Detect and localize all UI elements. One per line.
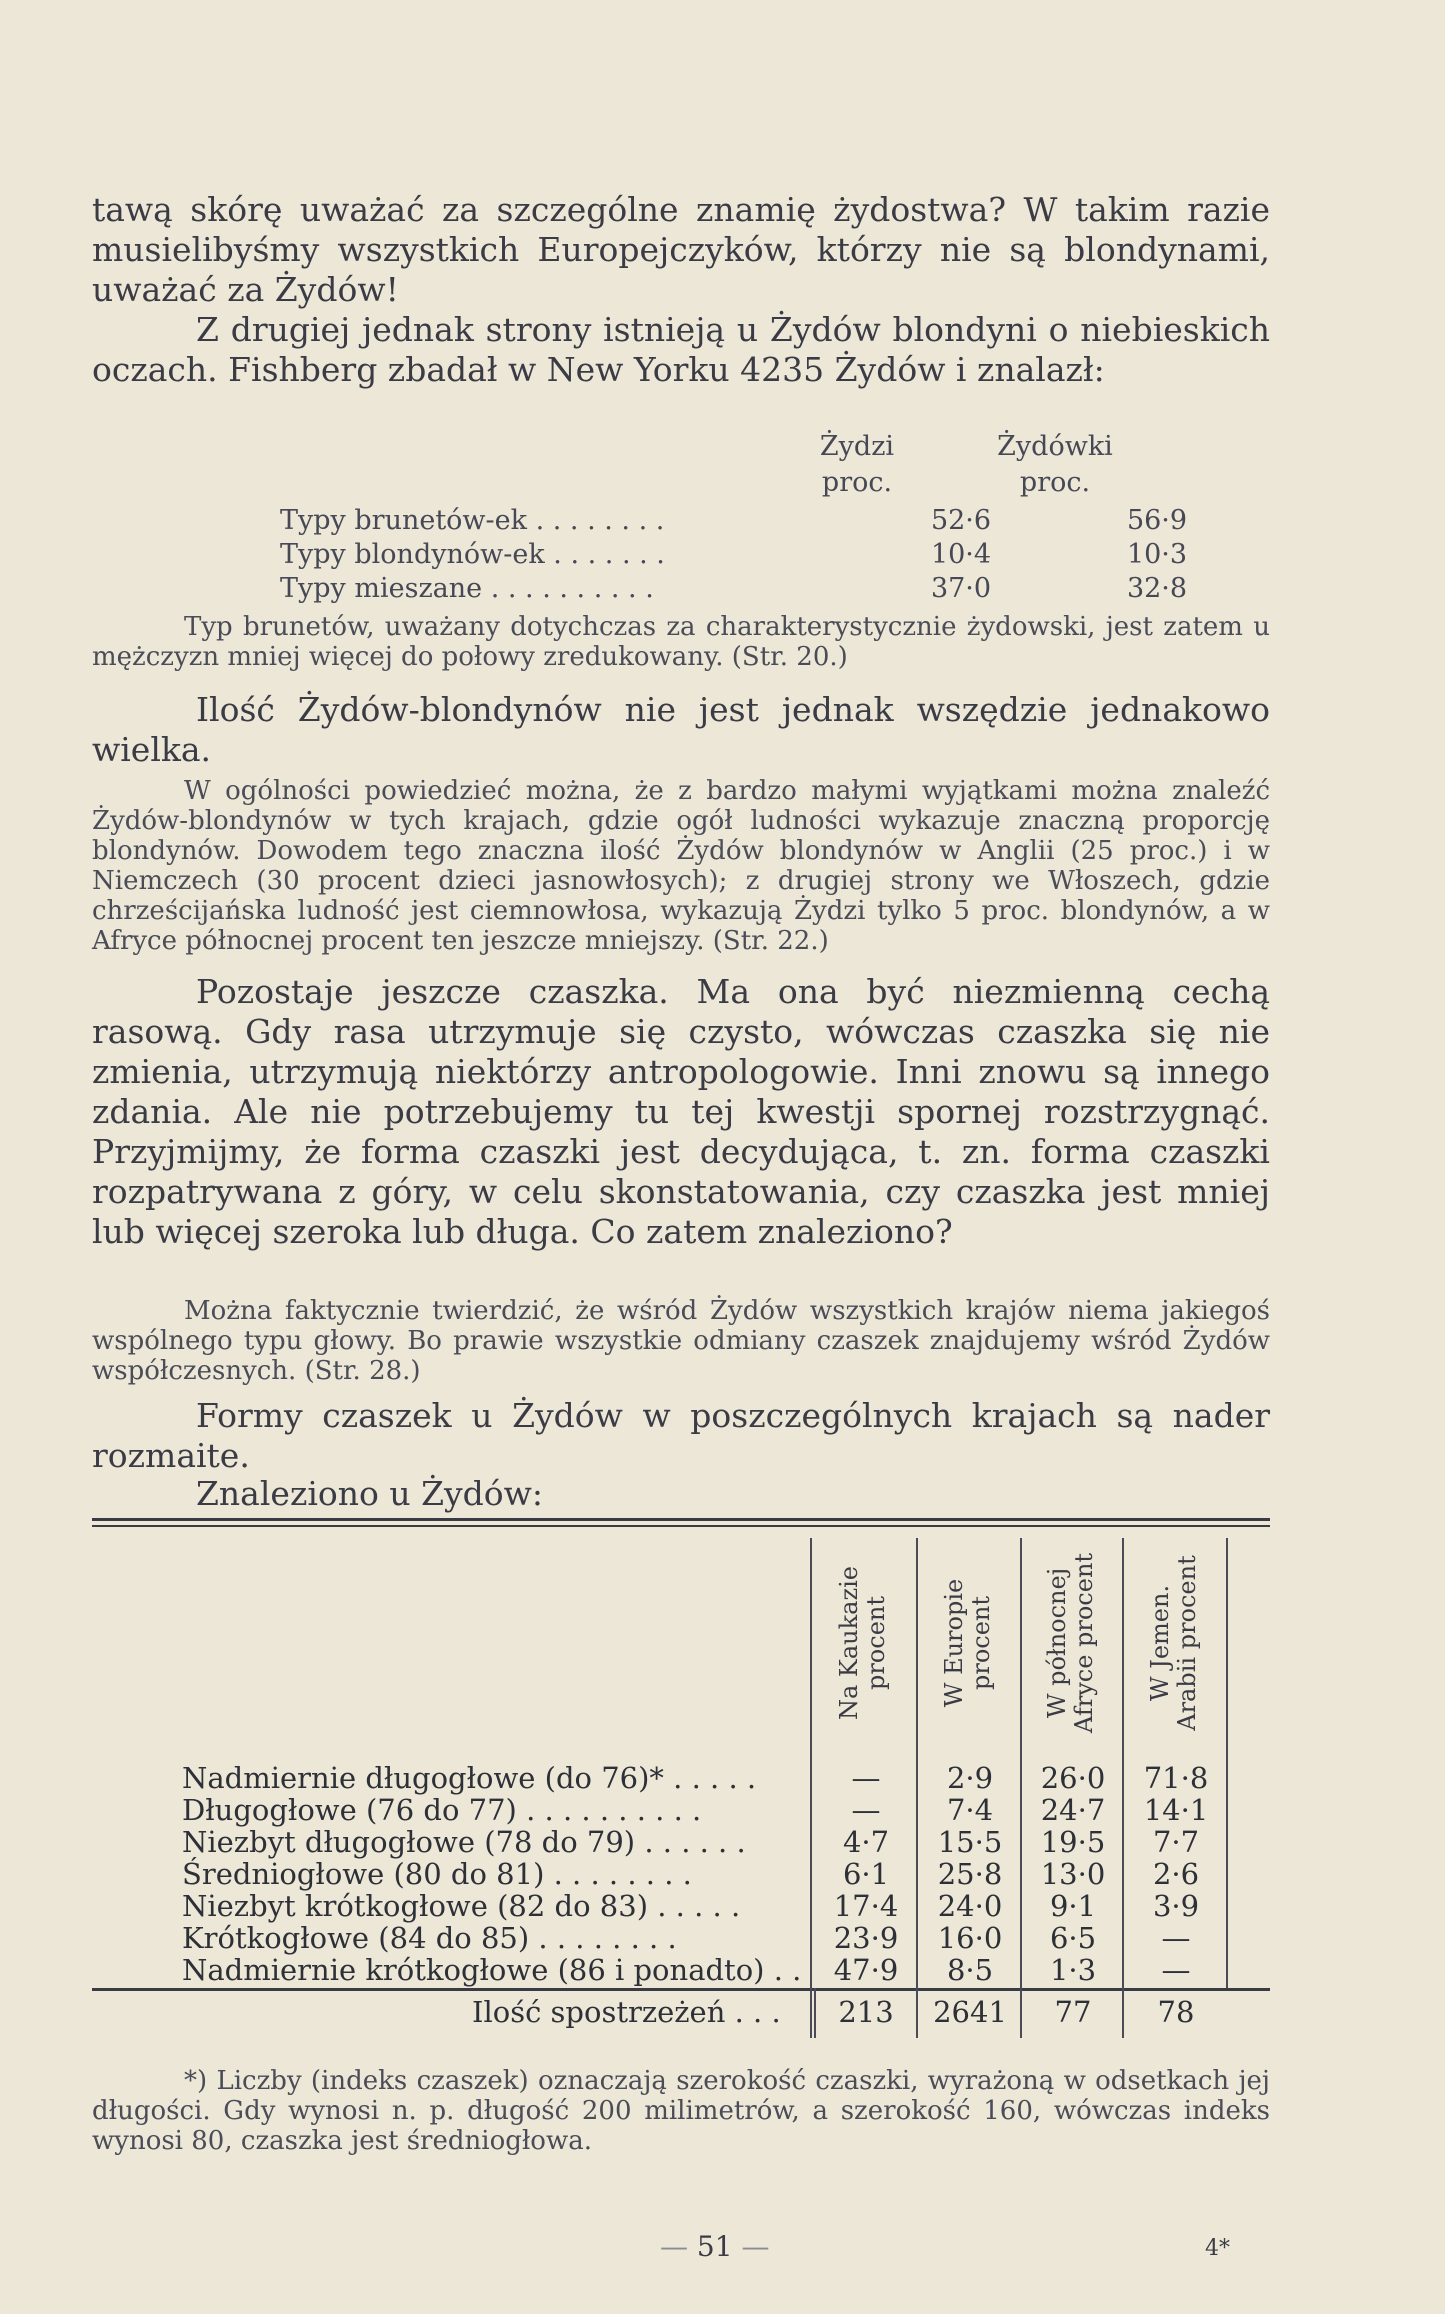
paragraph-7-text: Można faktycznie twierdzić, że wśród Żydów wszystkich krajów niema jakiegoś wspólnego typu głowy. Bo prawie wszystkie odmiany czaszek znajdujemy wśród Żydów współczesnych. (Str. 28.)	[92, 1296, 1270, 1386]
column-header-line: Arabii procent	[1173, 1555, 1201, 1731]
paragraph-4	[92, 690, 1270, 770]
cell-europe: 7·4	[946, 1793, 994, 1827]
value-women: 32·8	[1126, 573, 1188, 604]
cell-caucasus: 47·9	[833, 1953, 899, 1987]
column-header-line: W północnej	[1043, 1567, 1071, 1719]
cell-yemen: 7·7	[1152, 1825, 1200, 1859]
cell-caucasus: 213	[838, 1995, 894, 2029]
cell-caucasus: 17·4	[833, 1889, 899, 1923]
table-row	[92, 1794, 1270, 1826]
column-header-line: W Jemen.	[1146, 1584, 1174, 1702]
cell-north-africa: 26·0	[1040, 1761, 1106, 1795]
paragraph-8	[92, 1396, 1270, 1476]
cell-caucasus: —	[851, 1761, 881, 1795]
paragraph-3	[92, 612, 1270, 672]
paragraph-4-text: Ilość Żydów-blondynów nie jest jednak wszędzie jednakowo wielka.	[92, 690, 1270, 769]
cell-yemen: 2·6	[1152, 1857, 1200, 1891]
row-label: Ilość spostrzeżeń . . .	[472, 1995, 781, 2029]
cell-europe: 8·5	[946, 1953, 994, 1987]
paragraph-9-text: Znaleziono u Żydów:	[196, 1474, 544, 1513]
value-men: 37·0	[930, 573, 992, 604]
paragraph-2-text: Z drugiej jednak strony istnieją u Żydów blondyni o niebieskich oczach. Fishberg zbadał w New Yorku 4235 Żydów i znalazł:	[92, 310, 1270, 389]
table-row	[92, 1890, 1270, 1922]
cell-north-africa: 24·7	[1040, 1793, 1106, 1827]
cell-north-africa: 19·5	[1040, 1825, 1106, 1859]
table-row	[92, 1858, 1270, 1890]
col-unit-men: proc.	[821, 467, 893, 498]
row-label: Typy blondynów-ek . . . . . . .	[280, 539, 665, 570]
paragraph-6-text: Pozostaje jeszcze czaszka. Ma ona być niezmienną cechą rasową. Gdy rasa utrzymuje się czysto, wówczas czaszka się nie zmienia, utrzymują niektórzy antropologowie. Inni znowu są innego zdania. Ale nie potrzebujemy tu tej kwestji spornej rozstrzygnąć. Przyjmijmy, że forma czaszki jest decydująca, t. zn. forma czaszki rozpatrywana z góry, w celu skonstatowania, czy czaszka jest mniej lub więcej szeroka lub długa. Co zatem znaleziono?	[92, 972, 1270, 1251]
skull-shape-table	[92, 1518, 1270, 2036]
table-top-rule	[92, 1518, 1270, 1521]
cell-yemen: 3·9	[1152, 1889, 1200, 1923]
paragraph-5-text: W ogólności powiedzieć można, że z bardzo małymi wyjątkami można znaleźć Żydów-blondynów w tych krajach, gdzie ogół ludności wykazuje znaczną proporcję blondynów. Dowodem tego znaczna ilość Żydów blondynów w Anglii (25 proc.) i w Niemczech (30 procent dzieci jasnowłosych); z drugiej strony we Włoszech, gdzie chrześcijańska ludność jest ciemnowłosa, wykazują Żydzi tylko 5 proc. blondynów, a w Afryce północnej procent ten jeszcze mniejszy. (Str. 22.)	[92, 776, 1270, 956]
value-men: 10·4	[930, 539, 992, 570]
page-number-dash: —	[732, 2230, 770, 2263]
cell-yemen: —	[1161, 1921, 1191, 1955]
column-header-europe	[928, 1538, 1008, 1748]
paragraph-3-text: Typ brunetów, uważany dotychczas za charakterystycznie żydowski, jest zatem u mężczyzn mniej więcej do połowy zredukowany. (Str. 20.)	[92, 612, 1270, 672]
cell-north-africa: 1·3	[1049, 1953, 1097, 1987]
cell-europe: 2·9	[946, 1761, 994, 1795]
column-header-north-africa	[1031, 1538, 1111, 1748]
row-label: Niezbyt krótkogłowe (82 do 83) . . . . .	[182, 1889, 741, 1923]
column-header-line: Afryce procent	[1070, 1552, 1098, 1734]
row-label: Długogłowe (76 do 77) . . . . . . . . . .	[182, 1793, 702, 1827]
value-women: 56·9	[1126, 505, 1188, 536]
cell-north-africa: 77	[1054, 1995, 1092, 2029]
table-sum-rule	[92, 1988, 1270, 1991]
page-number-value: 51	[696, 2230, 733, 2263]
cell-yemen: —	[1161, 1953, 1191, 1987]
row-label: Średniogłowe (80 do 81) . . . . . . . .	[182, 1857, 692, 1891]
page-number-dash: —	[660, 2230, 697, 2263]
paragraph-8-text: Formy czaszek u Żydów w poszczególnych krajach są nader rozmaite.	[92, 1396, 1270, 1475]
footnote-text: *) Liczby (indeks czaszek) oznaczają szerokość czaszki, wyrażoną w odsetkach jej długości. Gdy wynosi n. p. długość 200 milimetrów, a szerokość 160, wówczas indeks wynosi 80, czaszka jest średniogłowa.	[92, 2066, 1270, 2156]
row-label: Nadmiernie krótkogłowe (86 i ponadto) . .	[182, 1953, 802, 1987]
cell-caucasus: 6·1	[842, 1857, 890, 1891]
cell-europe: 15·5	[937, 1825, 1003, 1859]
row-label: Nadmiernie długogłowe (do 76)* . . . . .	[182, 1761, 757, 1795]
cell-yemen: 71·8	[1143, 1761, 1209, 1795]
col-header-women: Żydówki	[997, 431, 1113, 462]
page-number	[660, 2230, 769, 2263]
paragraph-6	[92, 972, 1270, 1252]
cell-north-africa: 6·5	[1049, 1921, 1097, 1955]
table-row	[92, 1954, 1270, 1986]
paragraph-2	[92, 310, 1270, 390]
row-label: Krótkogłowe (84 do 85) . . . . . . . .	[182, 1921, 677, 1955]
value-women: 10·3	[1126, 539, 1188, 570]
cell-north-africa: 13·0	[1040, 1857, 1106, 1891]
cell-yemen: 14·1	[1143, 1793, 1209, 1827]
column-header-text	[1147, 1555, 1201, 1731]
cell-yemen: 78	[1157, 1995, 1195, 2029]
paragraph-1-text: tawą skórę uważać za szczególne znamię żydostwa? W takim razie musielibyśmy wszystkich Europejczyków, którzy nie są blondynami, uważać za Żydów!	[92, 190, 1270, 309]
column-header-caucasus	[823, 1538, 903, 1748]
table-row	[92, 1922, 1270, 1954]
paragraph-1	[92, 190, 1270, 310]
column-header-line: procent	[967, 1595, 995, 1691]
paragraph-9	[92, 1474, 1270, 1514]
cell-caucasus: 4·7	[842, 1825, 890, 1859]
value-men: 52·6	[930, 505, 992, 536]
cell-north-africa: 9·1	[1049, 1889, 1097, 1923]
row-label: Typy brunetów-ek . . . . . . . .	[280, 505, 665, 536]
column-header-line: W Europie	[940, 1578, 968, 1708]
cell-europe: 2641	[933, 1995, 1007, 2029]
cell-europe: 24·0	[937, 1889, 1003, 1923]
column-header-text	[941, 1579, 995, 1707]
table-row	[92, 1762, 1270, 1794]
row-label: Niezbyt długogłowe (78 do 79) . . . . . .	[182, 1825, 746, 1859]
column-header-text	[836, 1566, 890, 1720]
column-header-text	[1044, 1553, 1098, 1733]
paragraph-7	[92, 1296, 1270, 1386]
column-header-line: Na Kaukazie	[835, 1565, 863, 1721]
table-top-rule-thin	[92, 1525, 1270, 1527]
column-header-line: procent	[862, 1595, 890, 1691]
paragraph-5	[92, 776, 1270, 956]
cell-caucasus: 23·9	[833, 1921, 899, 1955]
column-header-yemen	[1134, 1538, 1214, 1748]
cell-caucasus: —	[851, 1793, 881, 1827]
printer-signature: 4*	[1205, 2236, 1230, 2261]
row-label: Typy mieszane . . . . . . . . . .	[280, 573, 654, 604]
col-header-men: Żydzi	[819, 431, 895, 462]
table-row	[92, 1826, 1270, 1858]
cell-europe: 16·0	[937, 1921, 1003, 1955]
cell-europe: 25·8	[937, 1857, 1003, 1891]
footnote	[92, 2066, 1270, 2156]
col-unit-women: proc.	[1019, 467, 1091, 498]
